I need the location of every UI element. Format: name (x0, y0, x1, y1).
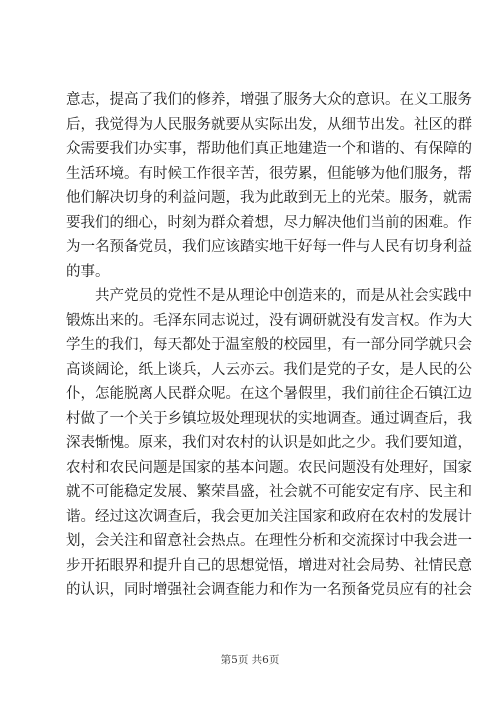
text-line: 农村和农民问题是国家的基本问题。农民问题没有处理好，国家 (66, 459, 472, 476)
text-line: 要我们的细心，时刻为群众着想，尽力解决他们当前的困难。作 (66, 214, 472, 231)
text-line: 为一名预备党员，我们应该踏实地干好每一件与人民有切身利益 (66, 239, 472, 255)
text-line: 的事。 (66, 263, 110, 280)
text-line: 步开拓眼界和提升自己的思想觉悟，增进对社会局势、社情民意 (66, 557, 472, 574)
text-line: 深表惭愧。原来，我们对农村的认识是如此之少。我们要知道， (66, 435, 472, 451)
body-text (66, 88, 472, 603)
text-line: 锻炼出来的。毛泽东同志说过，没有调研就没有发言权。作为大 (66, 312, 472, 329)
text-line: 划，会关注和留意社会热点。在理性分析和交流探讨中我会进一 (66, 533, 472, 549)
page-number-footer: 第5页 共6页 (220, 654, 280, 666)
text-line: 众需要我们办实事，帮助他们真正地建造一个和谐的、有保障的 (66, 141, 472, 157)
text-line: 高谈阔论，纸上谈兵，人云亦云。我们是党的子女，是人民的公 (66, 361, 472, 378)
text-line: 他们解决切身的利益问题，我为此敢到无上的光荣。服务，就需 (66, 190, 472, 206)
text-line: 的认识，同时增强社会调查能力和作为一名预备党员应有的社会 (66, 582, 472, 598)
text-line: 意志，提高了我们的修养，增强了服务大众的意识。在义工服务 (66, 92, 472, 108)
text-line: 学生的我们，每天都处于温室般的校园里，有一部分同学就只会 (66, 337, 472, 353)
text-line: 谐。经过这次调查后，我会更加关注国家和政府在农村的发展计 (66, 508, 472, 525)
text-line: 村做了一个关于乡镇垃圾处理现状的实地调查。通过调查后，我 (66, 410, 472, 427)
text-line: 就不可能稳定发展、繁荣昌盛，社会就不可能安定有序、民主和 (66, 484, 472, 500)
text-line: 生活环境。有时候工作很辛苦，很劳累，但能够为他们服务，帮 (66, 165, 472, 182)
text-line: 仆，怎能脱离人民群众呢。在这个暑假里，我们前往企石镇江边 (66, 386, 472, 402)
text-line: 后，我觉得为人民服务就要从实际出发，从细节出发。社区的群 (66, 116, 472, 133)
paragraph-first-line: 共产党员的党性不是从理论中创造来的，而是从社会实践中 (95, 288, 472, 304)
